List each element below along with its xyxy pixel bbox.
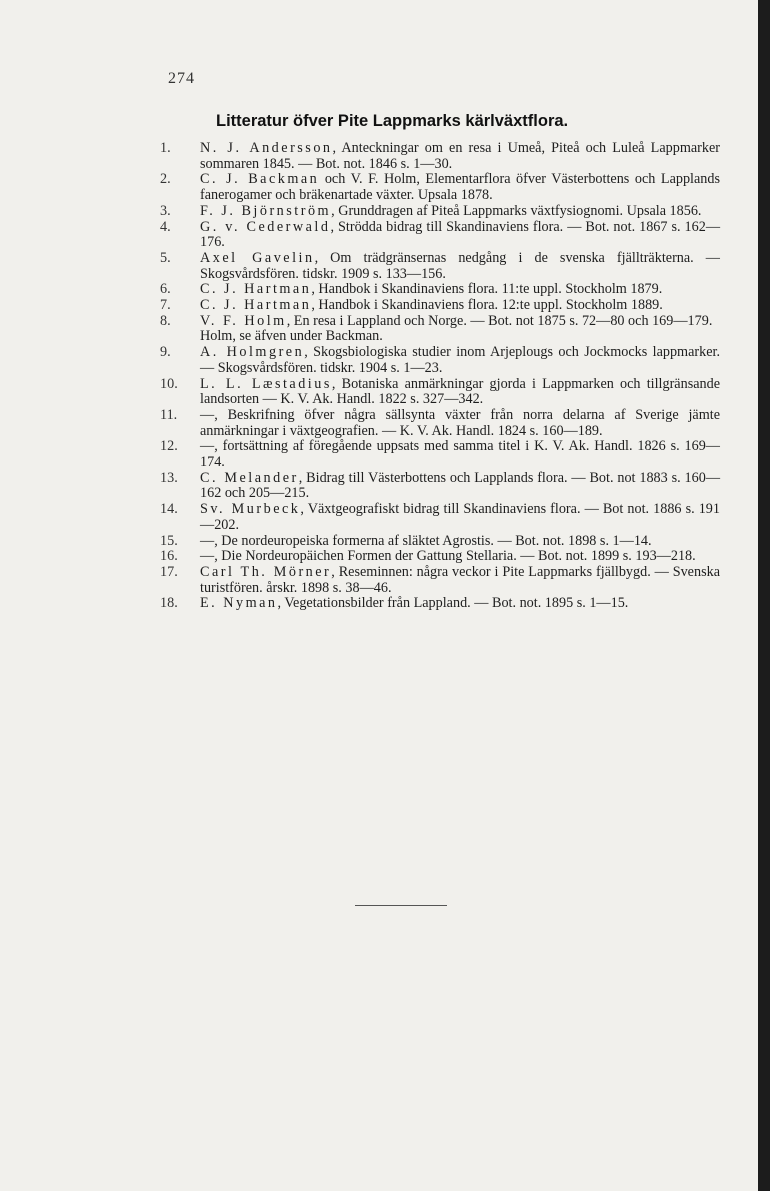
reference-number: 3. <box>160 202 171 219</box>
reference-entry <box>160 251 720 282</box>
reference-number: 8. <box>160 312 171 329</box>
reference-text: , Reseminnen: några veckor i Pite Lappmarks fjällbygd. — Svenska turistfören. årskr. 1898 s. 38—46. <box>200 563 720 596</box>
reference-text: , Botaniska anmärkningar gjorda i Lappmarken och tillgränsande landsorten — K. V. Ak. Handl. 1822 s. 327—342. <box>200 375 720 408</box>
reference-author: N. J. Andersson <box>200 140 333 156</box>
reference-list <box>160 141 720 612</box>
reference-number: 18. <box>160 595 178 612</box>
reference-entry <box>160 345 720 376</box>
reference-entry <box>160 282 720 298</box>
reference-text: —, Beskrifning öfver några sällsynta växter från norra delarna af Sverige jämte anmärkningar i växtgeografien. — K. V. Ak. Handl. 1824 s. 160—189. <box>200 406 720 439</box>
reference-text: Holm, se äfven under Backman. <box>200 328 383 345</box>
reference-entry <box>160 439 720 470</box>
reference-text: , Grunddragen af Piteå Lappmarks växtfysiognomi. Upsala 1856. <box>331 202 702 219</box>
reference-note <box>160 329 720 345</box>
reference-author: V. F. Holm <box>200 312 287 329</box>
reference-entry <box>160 534 720 550</box>
reference-number: 17. <box>160 563 178 580</box>
reference-entry <box>160 314 720 330</box>
reference-author: E. Nyman <box>200 595 278 612</box>
reference-number: 13. <box>160 469 178 486</box>
reference-entry <box>160 220 720 251</box>
reference-entry <box>160 565 720 596</box>
reference-text: —, Die Nordeuropäichen Formen der Gattung Stellaria. — Bot. not. 1899 s. 193—218. <box>200 548 696 565</box>
reference-text: , Vegetationsbilder från Lappland. — Bot. not. 1895 s. 1—15. <box>277 595 629 612</box>
reference-author: C. Melander <box>200 469 299 486</box>
reference-number: 15. <box>160 532 178 549</box>
reference-number: 5. <box>160 249 171 266</box>
scan-edge <box>758 0 770 1191</box>
reference-text: , En resa i Lappland och Norge. — Bot. not 1875 s. 72—80 och 169—179. <box>286 312 713 329</box>
reference-text: och V. F. Holm, Elementarflora öfver Västerbottens och Lapplands fanerogamer och bräkenartade växter. Upsala 1878. <box>200 171 721 204</box>
reference-entry <box>160 172 720 203</box>
reference-text: , Växtgeografiskt bidrag till Skandinaviens flora. — Bot not. 1886 s. 191—202. <box>200 501 720 533</box>
end-rule <box>355 905 447 906</box>
reference-entry <box>160 377 720 408</box>
reference-number: 4. <box>160 218 171 235</box>
reference-entry <box>160 549 720 565</box>
reference-entry <box>160 141 720 172</box>
reference-text: , Handbok i Skandinaviens flora. 12:te uppl. Stockholm 1889. <box>311 297 663 314</box>
reference-number: 9. <box>160 344 171 361</box>
reference-entry <box>160 596 720 612</box>
page-title: Litteratur öfver Pite Lappmarks kärlväxtflora. <box>216 112 569 130</box>
reference-entry <box>160 298 720 314</box>
reference-author: Sv. Murbeck <box>200 501 301 518</box>
reference-entry <box>160 471 720 502</box>
reference-number: 16. <box>160 548 178 565</box>
reference-author: G. v. Cederwald <box>200 218 331 235</box>
reference-text: —, fortsättning af föregående uppsats med samma titel i K. V. Ak. Handl. 1826 s. 169—174. <box>200 438 720 471</box>
reference-text: , Anteckningar om en resa i Umeå, Piteå och Luleå Lappmarker sommaren 1845. — Bot. not. 1846 s. 1—30. <box>200 140 720 172</box>
reference-entry <box>160 408 720 439</box>
reference-text: , Strödda bidrag till Skandinaviens flora. — Bot. not. 1867 s. 162—176. <box>200 218 721 251</box>
reference-number: 10. <box>160 375 178 392</box>
reference-author: L. L. Læstadius <box>200 375 332 392</box>
reference-text: , Bidrag till Västerbottens och Lapplands flora. — Bot. not 1883 s. 160—162 och 205—215. <box>200 469 721 502</box>
reference-number: 12. <box>160 438 178 455</box>
reference-text: , Handbok i Skandinaviens flora. 11:te uppl. Stockholm 1879. <box>311 281 663 298</box>
reference-author: C. J. Backman <box>200 171 320 188</box>
reference-text: —, De nordeuropeiska formerna af släktet Agrostis. — Bot. not. 1898 s. 1—14. <box>200 532 652 549</box>
reference-author: C. J. Hartman <box>200 297 312 314</box>
reference-text: , Skogsbiologiska studier inom Arjeplougs och Jockmocks lappmarker. — Skogsvårdsfören. tidskr. 1904 s. 1—23. <box>200 344 720 376</box>
page-number: 274 <box>168 70 195 87</box>
reference-number: 7. <box>160 297 171 314</box>
reference-text: , Om trädgränsernas nedgång i de svenska fjällträkterna. — Skogsvårdsfören. tidskr. 1909 s. 133—156. <box>200 249 720 282</box>
reference-number: 2. <box>160 171 171 188</box>
reference-number: 14. <box>160 501 178 518</box>
reference-number: 1. <box>160 140 171 156</box>
reference-author: F. J. Björnström <box>200 202 332 219</box>
reference-entry <box>160 204 720 220</box>
reference-author: A. Holmgren <box>200 344 305 361</box>
reference-number: 11. <box>160 406 178 423</box>
reference-author: Axel Gavelin <box>200 249 315 266</box>
reference-number: 6. <box>160 281 171 298</box>
reference-author: C. J. Hartman <box>200 281 312 298</box>
reference-entry <box>160 502 720 533</box>
reference-author: Carl Th. Mörner <box>200 563 332 580</box>
